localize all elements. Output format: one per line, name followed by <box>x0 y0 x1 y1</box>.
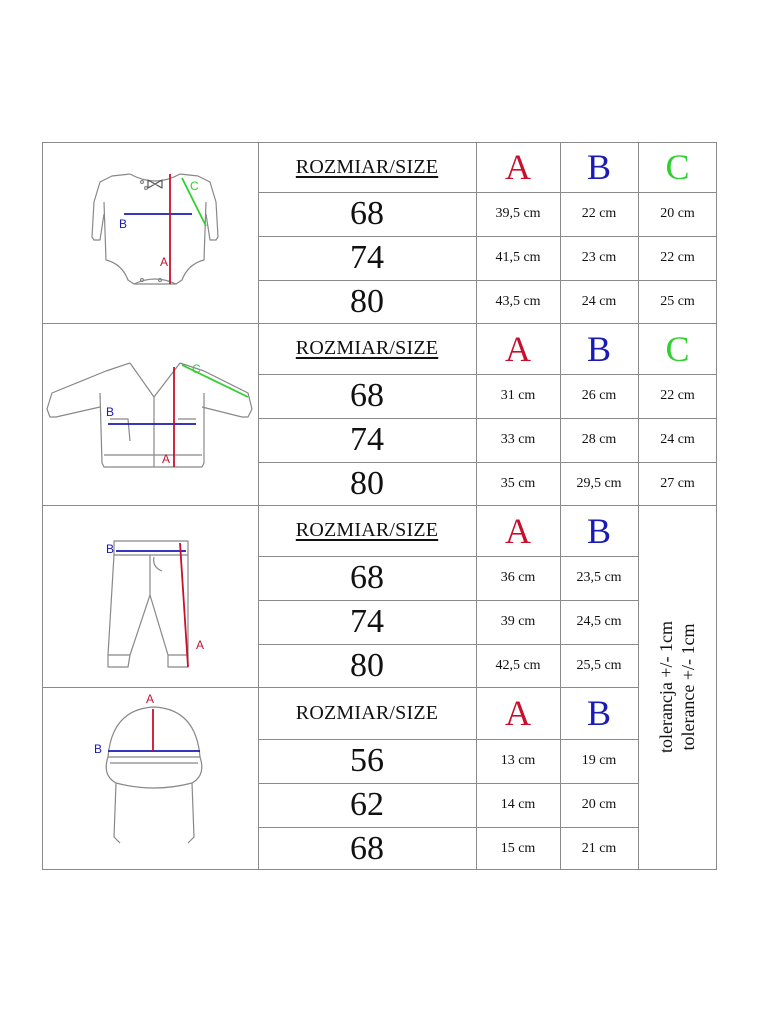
sketch-label-c: C <box>192 362 201 376</box>
measure-cell: 36 cm <box>500 570 536 585</box>
section-3-header: ROZMIAR/SIZE <box>295 519 439 541</box>
measure-cell: 24 cm <box>581 293 617 309</box>
measure-cell: 27 cm <box>660 475 695 491</box>
size-cell: 74 <box>350 603 384 640</box>
measure-cell: 31 cm <box>500 388 536 403</box>
sketch-label-b: B <box>106 405 115 419</box>
measure-cell: 39 cm <box>500 614 536 629</box>
measure-cell: 29,5 cm <box>576 475 622 491</box>
measure-cell: 42,5 cm <box>495 657 541 673</box>
tolerance-note <box>638 504 717 870</box>
measure-cell: 19 cm <box>581 753 617 768</box>
size-cell: 56 <box>350 742 384 779</box>
measure-cell: 22 cm <box>581 206 617 221</box>
tolerance-en: tolerance +/- 1cm <box>678 623 699 751</box>
size-chart <box>42 142 717 870</box>
bonnet-sketch <box>42 687 258 870</box>
section-2-header: ROZMIAR/SIZE <box>295 337 439 359</box>
measure-cell: 25 cm <box>660 293 695 309</box>
section-3-col-b: B <box>586 510 611 551</box>
cardigan-sketch <box>42 323 258 505</box>
section-4-col-b: B <box>586 693 611 733</box>
section-2-col-c: C <box>665 328 690 369</box>
sketch-label-a: A <box>196 638 205 652</box>
size-cell: 80 <box>350 464 384 502</box>
measure-line-a <box>180 543 188 667</box>
section-4-header: ROZMIAR/SIZE <box>295 701 439 724</box>
section-1-col-a: A <box>505 147 531 187</box>
measure-cell: 43,5 cm <box>495 293 541 309</box>
measure-cell: 28 cm <box>581 432 617 447</box>
measure-cell: 13 cm <box>500 753 536 768</box>
size-cell: 68 <box>350 377 384 414</box>
section-2-col-a: A <box>505 328 531 369</box>
size-cell: 68 <box>350 195 384 232</box>
section-2-col-b: B <box>586 328 611 369</box>
measure-cell: 22 cm <box>660 388 695 403</box>
measure-cell: 24 cm <box>660 432 695 447</box>
measure-cell: 23 cm <box>581 250 617 265</box>
size-cell: 74 <box>350 421 384 458</box>
pants-sketch <box>42 505 258 687</box>
sketch-label-b: B <box>106 542 115 556</box>
size-cell: 68 <box>350 559 384 596</box>
measure-cell: 26 cm <box>581 388 617 403</box>
sketch-label-b: B <box>94 742 103 756</box>
sketch-label-c: C <box>190 179 199 193</box>
measure-cell: 24,5 cm <box>576 614 622 629</box>
section-1-header: ROZMIAR/SIZE <box>295 155 439 178</box>
measure-cell: 20 cm <box>660 206 695 221</box>
measure-cell: 21 cm <box>581 840 617 856</box>
bodysuit-sketch <box>42 142 258 323</box>
measure-cell: 39,5 cm <box>495 206 541 221</box>
size-cell: 68 <box>350 829 384 867</box>
section-1-col-c: C <box>665 147 690 187</box>
measure-cell: 25,5 cm <box>576 657 622 673</box>
measure-cell: 33 cm <box>500 432 536 447</box>
section-4-col-a: A <box>505 693 531 733</box>
size-cell: 62 <box>350 786 384 823</box>
sketch-label-a: A <box>162 452 171 466</box>
section-1-col-b: B <box>586 147 611 187</box>
measure-cell: 41,5 cm <box>495 250 541 265</box>
sketch-label-a: A <box>160 255 169 269</box>
tolerance-pl: tolerancja +/- 1cm <box>656 620 677 754</box>
sketch-label-a: A <box>146 692 155 706</box>
size-cell: 80 <box>350 646 384 684</box>
measure-cell: 35 cm <box>500 475 536 491</box>
measure-cell: 22 cm <box>660 250 695 265</box>
measure-cell: 14 cm <box>500 797 536 812</box>
measure-cell: 23,5 cm <box>576 570 622 585</box>
measure-cell: 20 cm <box>581 797 617 812</box>
size-cell: 80 <box>350 282 384 320</box>
sketch-label-b: B <box>119 217 128 231</box>
section-3-col-a: A <box>505 510 531 551</box>
size-cell: 74 <box>350 239 384 276</box>
measure-cell: 15 cm <box>500 840 536 856</box>
